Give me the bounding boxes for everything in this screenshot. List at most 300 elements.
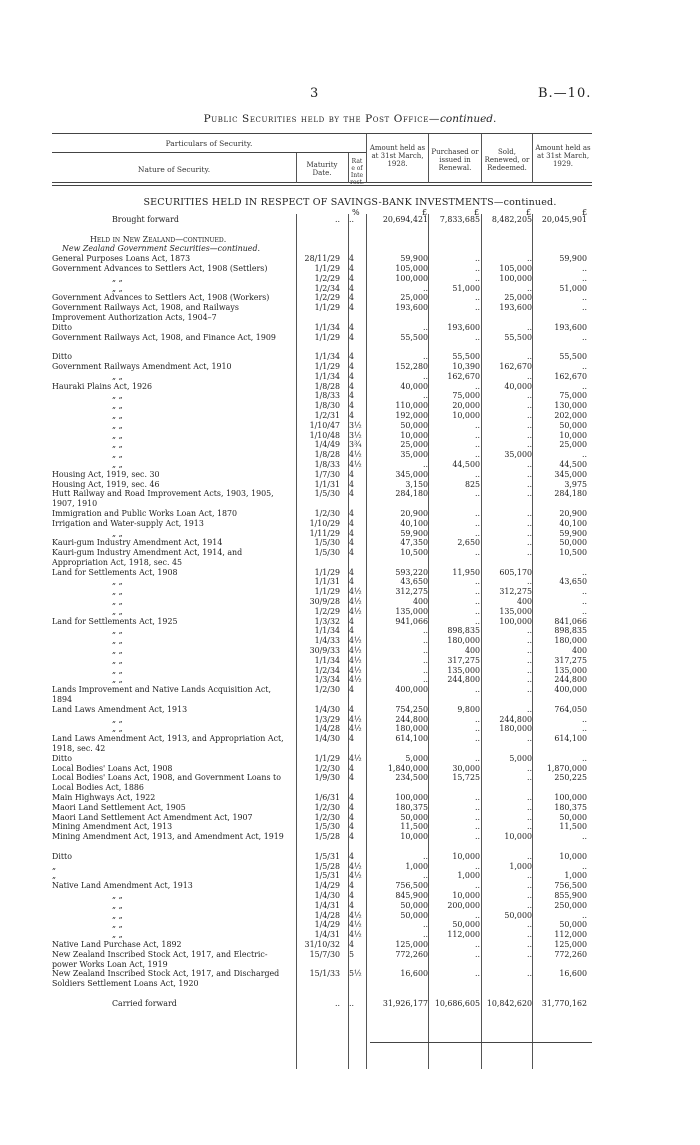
security-name: Land Laws Amendment Act, 1913 xyxy=(52,704,188,714)
amount-held-1928: 593,220 xyxy=(395,567,428,577)
table-row xyxy=(0,871,700,881)
security-name: „ „ xyxy=(112,665,123,675)
security-name: „ „ xyxy=(112,920,123,930)
table-row xyxy=(0,940,700,950)
amount-held-1929: 193,600 xyxy=(554,322,587,332)
interest-rate: 4½ xyxy=(349,450,362,460)
col-divider xyxy=(428,134,429,183)
amount-sold: 5,000 xyxy=(509,753,532,763)
table-row xyxy=(0,773,700,793)
maturity-date: 31/10/32 xyxy=(304,939,340,949)
maturity-date: 15/1/33 xyxy=(309,969,340,979)
security-name: „ „ xyxy=(112,450,123,460)
table-row xyxy=(0,264,700,274)
amount-held-1928: 110,000 xyxy=(395,401,428,411)
amount-purchased: 10,000 xyxy=(452,410,480,420)
maturity-date: 1/8/30 xyxy=(314,401,340,411)
amount-held-1928: .. xyxy=(422,851,428,861)
amount-held-1928: .. xyxy=(422,626,428,636)
amount-held-1929: 10,500 xyxy=(559,548,587,558)
interest-rate: 4 xyxy=(349,851,355,861)
table-row xyxy=(0,822,700,832)
maturity-date: 1/1/34 xyxy=(314,655,340,665)
security-name: Irrigation and Water-supply Act, 1913 xyxy=(52,518,204,528)
interest-rate: 4 xyxy=(349,793,355,803)
table-row xyxy=(0,401,700,411)
amount-held-1929: 10,000 xyxy=(559,430,587,440)
table-row xyxy=(0,734,700,754)
table-row xyxy=(0,832,700,852)
maturity-date: 1/2/30 xyxy=(314,812,340,822)
maturity-date: 1/4/33 xyxy=(314,636,340,646)
amount-held-1928: .. xyxy=(422,646,428,656)
table-row xyxy=(0,969,700,989)
security-name: „ „ xyxy=(112,646,123,656)
maturity-date: 1/1/34 xyxy=(314,626,340,636)
table-row xyxy=(0,391,700,401)
security-name: „ „ xyxy=(112,587,123,597)
table-row xyxy=(0,607,700,617)
table-row xyxy=(0,577,700,587)
maturity-date: 1/1/29 xyxy=(314,753,340,763)
amount-held-1928: 400,000 xyxy=(395,685,428,695)
table-row xyxy=(0,352,700,362)
amount-held-1929: 135,000 xyxy=(554,665,587,675)
amount-held-1929: .. xyxy=(581,861,587,871)
amount-held-1929: 50,000 xyxy=(559,420,587,430)
amount-purchased: 7,833,685 xyxy=(439,215,480,224)
security-name: Maori Land Settlement Act Amendment Act, 1907 xyxy=(52,812,253,822)
header-maturity: Maturity Date. xyxy=(306,161,338,177)
security-name: Housing Act, 1919, sec. 30 xyxy=(52,469,160,479)
maturity-date: 1/11/29 xyxy=(309,528,340,538)
amount-held-1929: .. xyxy=(581,381,587,391)
maturity-date: 1/1/34 xyxy=(314,352,340,362)
maturity-date: 1/7/30 xyxy=(314,469,340,479)
amount-purchased: .. xyxy=(474,548,480,558)
maturity-date: 1/2/30 xyxy=(314,763,340,773)
interest-rate: 4 xyxy=(349,763,355,773)
amount-held-1928: 135,000 xyxy=(395,606,428,616)
maturity-date: 1/2/30 xyxy=(314,802,340,812)
amount-held-1929: 16,600 xyxy=(559,969,587,979)
amount-sold: .. xyxy=(526,812,532,822)
amount-held-1929: 250,225 xyxy=(554,773,587,783)
amount-held-1928: 16,600 xyxy=(400,969,428,979)
amount-held-1928: .. xyxy=(422,655,428,665)
particulars-rule xyxy=(52,152,366,153)
amount-held-1929: 10,000 xyxy=(559,851,587,861)
maturity-date: 1/1/29 xyxy=(314,303,340,313)
amount-held-1928: 105,000 xyxy=(395,263,428,273)
amount-held-1929: 75,000 xyxy=(559,391,587,401)
amount-purchased: .. xyxy=(474,303,480,313)
security-name: „ „ xyxy=(112,430,123,440)
amount-held-1929: 20,045,901 xyxy=(541,215,587,224)
interest-rate: 4½ xyxy=(349,871,362,881)
amount-held-1929: .. xyxy=(581,361,587,371)
amount-held-1928: .. xyxy=(422,322,428,332)
amount-held-1928: 40,000 xyxy=(400,381,428,391)
maturity-date: 1/8/33 xyxy=(314,459,340,469)
amount-held-1928: 50,000 xyxy=(400,420,428,430)
security-name: Held in New Zealand—continued. xyxy=(90,234,227,244)
security-name: New Zealand Inscribed Stock Act, 1917, and Discharged Soldiers Settlement Loans Act, 1920 xyxy=(52,969,280,989)
table-row xyxy=(0,626,700,636)
amount-sold: 50,000 xyxy=(504,910,532,920)
maturity-date: 1/5/30 xyxy=(314,548,340,558)
amount-held-1929: 43,650 xyxy=(559,577,587,587)
security-name: New Zealand Inscribed Stock Act, 1917, and Electric-power Works Loan Act, 1919 xyxy=(52,949,268,969)
amount-purchased: 11,950 xyxy=(452,567,480,577)
security-name: „ „ xyxy=(112,910,123,920)
amount-held-1929: 40,100 xyxy=(559,518,587,528)
table-row xyxy=(0,862,700,872)
percent-symbol: % xyxy=(352,208,360,217)
title-main: Public Securities held by the Post Office xyxy=(203,113,429,125)
maturity-date: 30/9/28 xyxy=(309,597,340,607)
interest-rate: 4 xyxy=(349,254,355,264)
amount-sold: .. xyxy=(526,675,532,685)
amount-sold: .. xyxy=(526,626,532,636)
amount-purchased: .. xyxy=(474,528,480,538)
amount-purchased: .. xyxy=(474,949,480,959)
interest-rate: 4½ xyxy=(349,655,362,665)
amount-purchased: .. xyxy=(474,489,480,499)
table-row xyxy=(0,666,700,676)
amount-held-1928: 10,000 xyxy=(400,430,428,440)
interest-rate: 4 xyxy=(349,391,355,401)
interest-rate: 4 xyxy=(349,401,355,411)
maturity-date: 1/10/48 xyxy=(309,430,340,440)
amount-purchased: 825 xyxy=(464,479,480,489)
amount-sold: .. xyxy=(526,459,532,469)
amount-sold: 244,800 xyxy=(499,714,532,724)
maturity-date: 30/9/33 xyxy=(309,646,340,656)
amount-held-1929: 50,000 xyxy=(559,538,587,548)
maturity-date: 1/1/31 xyxy=(314,577,340,587)
amount-sold: .. xyxy=(526,548,532,558)
interest-rate: 4 xyxy=(349,881,355,891)
interest-rate: 3½ xyxy=(349,420,362,430)
amount-sold: .. xyxy=(526,489,532,499)
interest-rate: 4 xyxy=(349,469,355,479)
amount-purchased: .. xyxy=(474,714,480,724)
amount-held-1928: .. xyxy=(422,636,428,646)
amount-sold: .. xyxy=(526,528,532,538)
title-continued: continued. xyxy=(440,113,497,125)
amount-purchased: 112,000 xyxy=(447,930,480,940)
amount-held-1929: .. xyxy=(581,714,587,724)
amount-held-1928: 31,926,177 xyxy=(382,998,428,1008)
amount-sold: .. xyxy=(526,665,532,675)
security-name: Government Advances to Settlers Act, 1908 (Workers) xyxy=(52,293,270,303)
amount-purchased: .. xyxy=(474,793,480,803)
amount-held-1928: 20,694,421 xyxy=(382,215,428,224)
maturity-date: 1/2/34 xyxy=(314,665,340,675)
amount-sold: .. xyxy=(526,890,532,900)
amount-held-1928: .. xyxy=(422,283,428,293)
amount-purchased: 400 xyxy=(464,646,480,656)
amount-held-1929: .. xyxy=(581,450,587,460)
amount-held-1928: 25,000 xyxy=(400,440,428,450)
maturity-date: 1/2/34 xyxy=(314,283,340,293)
amount-purchased: .. xyxy=(474,508,480,518)
amount-held-1929: 841,066 xyxy=(554,616,587,626)
amount-sold: .. xyxy=(526,793,532,803)
amount-held-1928: 312,275 xyxy=(395,587,428,597)
amount-sold: 400 xyxy=(516,597,532,607)
amount-purchased: .. xyxy=(474,273,480,283)
security-name: Ditto xyxy=(52,753,72,763)
amount-sold: 55,500 xyxy=(504,332,532,342)
security-name: „ xyxy=(52,861,57,871)
amount-held-1929: 400,000 xyxy=(554,685,587,695)
amount-sold: 40,000 xyxy=(504,381,532,391)
table-row xyxy=(0,999,700,1009)
amount-purchased: 75,000 xyxy=(452,391,480,401)
maturity-date: 1/2/29 xyxy=(314,293,340,303)
interest-rate: 4 xyxy=(349,890,355,900)
security-name: „ „ xyxy=(112,459,123,469)
table-row xyxy=(0,901,700,911)
table-row xyxy=(0,235,700,245)
amount-purchased: .. xyxy=(474,832,480,842)
amount-sold: .. xyxy=(526,577,532,587)
amount-held-1929: .. xyxy=(581,303,587,313)
security-name: Land for Settlements Act, 1908 xyxy=(52,567,178,577)
amount-purchased: .. xyxy=(474,420,480,430)
security-name: „ „ xyxy=(112,724,123,734)
amount-purchased: .. xyxy=(474,293,480,303)
interest-rate: 3¾ xyxy=(349,440,362,450)
amount-sold: .. xyxy=(526,636,532,646)
table-row xyxy=(0,989,700,999)
interest-rate: 4½ xyxy=(349,459,362,469)
interest-rate: 4 xyxy=(349,822,355,832)
amount-held-1928: 125,000 xyxy=(395,939,428,949)
table-row xyxy=(0,597,700,607)
interest-rate: 4 xyxy=(349,361,355,371)
security-name: „ „ xyxy=(112,401,123,411)
amount-held-1929: .. xyxy=(581,273,587,283)
table-row xyxy=(0,646,700,656)
amount-held-1928: 614,100 xyxy=(395,734,428,744)
interest-rate: 4 xyxy=(349,381,355,391)
interest-rate: 4 xyxy=(349,939,355,949)
security-name: New Zealand Government Securities—continued. xyxy=(62,244,261,254)
amount-held-1928: 345,000 xyxy=(395,469,428,479)
amount-held-1928: 193,600 xyxy=(395,303,428,313)
amount-purchased: 30,000 xyxy=(452,763,480,773)
interest-rate: 4½ xyxy=(349,606,362,616)
table-row xyxy=(0,685,700,705)
amount-sold: .. xyxy=(526,420,532,430)
col-divider xyxy=(366,134,367,183)
interest-rate: 4 xyxy=(349,332,355,342)
maturity-date: 1/10/47 xyxy=(309,420,340,430)
amount-held-1928: 50,000 xyxy=(400,900,428,910)
table-row xyxy=(0,225,700,235)
table-row xyxy=(0,293,700,303)
table-row xyxy=(0,529,700,539)
maturity-date: 1/8/33 xyxy=(314,391,340,401)
table-row xyxy=(0,568,700,578)
amount-held-1928: 55,500 xyxy=(400,332,428,342)
table-row xyxy=(0,587,700,597)
maturity-date: 1/4/31 xyxy=(314,900,340,910)
table-row xyxy=(0,362,700,372)
amount-purchased: .. xyxy=(474,724,480,734)
interest-rate: 4 xyxy=(349,832,355,842)
amount-held-1929: 31,770,162 xyxy=(541,998,587,1008)
amount-held-1928: 180,375 xyxy=(395,802,428,812)
maturity-date: 1/9/30 xyxy=(314,773,340,783)
security-name: „ „ xyxy=(112,675,123,685)
security-name: Native Land Purchase Act, 1892 xyxy=(52,939,182,949)
security-name: Brought forward xyxy=(112,215,179,224)
table-row xyxy=(0,440,700,450)
amount-held-1929: 25,000 xyxy=(559,440,587,450)
maturity-date: 1/5/28 xyxy=(314,861,340,871)
security-name: Government Railways Amendment Act, 1910 xyxy=(52,361,232,371)
table-row xyxy=(0,911,700,921)
maturity-date: 1/2/31 xyxy=(314,410,340,420)
table-row xyxy=(0,450,700,460)
amount-purchased: .. xyxy=(474,381,480,391)
security-name: „ „ xyxy=(112,283,123,293)
col-divider xyxy=(532,134,533,183)
amount-purchased: .. xyxy=(474,469,480,479)
amount-held-1929: 44,500 xyxy=(559,459,587,469)
security-name: „ „ xyxy=(112,714,123,724)
amount-purchased: 180,000 xyxy=(447,636,480,646)
amount-sold: .. xyxy=(526,322,532,332)
interest-rate: 4½ xyxy=(349,910,362,920)
amount-held-1929: 50,000 xyxy=(559,812,587,822)
amount-held-1929: 180,000 xyxy=(554,636,587,646)
security-name: „ „ xyxy=(112,900,123,910)
amount-sold: .. xyxy=(526,391,532,401)
security-name: Immigration and Public Works Loan Act, 1870 xyxy=(52,508,238,518)
interest-rate: 4 xyxy=(349,685,355,695)
interest-rate: 4½ xyxy=(349,724,362,734)
amount-held-1928: 772,260 xyxy=(395,949,428,959)
amount-held-1928: 1,840,000 xyxy=(387,763,428,773)
amount-held-1929: 898,835 xyxy=(554,626,587,636)
amount-sold: 10,000 xyxy=(504,832,532,842)
security-name: „ „ xyxy=(112,410,123,420)
interest-rate: 4 xyxy=(349,322,355,332)
security-name: Local Bodies' Loans Act, 1908 xyxy=(52,763,173,773)
amount-held-1929: 772,260 xyxy=(554,949,587,959)
maturity-date: 1/4/28 xyxy=(314,910,340,920)
amount-held-1929: 100,000 xyxy=(554,793,587,803)
amount-sold: .. xyxy=(526,685,532,695)
amount-purchased: 10,000 xyxy=(452,890,480,900)
amount-sold: .. xyxy=(526,734,532,744)
amount-held-1928: 50,000 xyxy=(400,910,428,920)
table-row xyxy=(0,411,700,421)
table-row xyxy=(0,254,700,264)
table-row xyxy=(0,950,700,970)
table-row xyxy=(0,480,700,490)
maturity-date: 1/5/28 xyxy=(314,832,340,842)
amount-held-1928: .. xyxy=(422,675,428,685)
security-name: Lands Improvement and Native Lands Acquisition Act, 1894 xyxy=(52,685,271,705)
table-row xyxy=(0,920,700,930)
amount-purchased: 135,000 xyxy=(447,665,480,675)
amount-purchased: 44,500 xyxy=(452,459,480,469)
amount-held-1929: 59,900 xyxy=(559,528,587,538)
table-row xyxy=(0,930,700,940)
security-name: „ „ xyxy=(112,597,123,607)
interest-rate: 4½ xyxy=(349,587,362,597)
amount-sold: .. xyxy=(526,939,532,949)
amount-held-1929: 50,000 xyxy=(559,920,587,930)
pound-symbol-2: £ xyxy=(474,208,480,217)
amount-purchased: .. xyxy=(474,685,480,695)
interest-rate: 3½ xyxy=(349,430,362,440)
amount-purchased: 51,000 xyxy=(452,283,480,293)
interest-rate: 4½ xyxy=(349,597,362,607)
amount-held-1929: .. xyxy=(581,263,587,273)
table-row xyxy=(0,333,700,353)
amount-purchased: .. xyxy=(474,734,480,744)
interest-rate: 4 xyxy=(349,773,355,783)
amount-sold: .. xyxy=(526,371,532,381)
amount-held-1929: 855,900 xyxy=(554,890,587,900)
interest-rate: 4 xyxy=(349,626,355,636)
maturity-date: 1/10/29 xyxy=(309,518,340,528)
interest-rate: 4 xyxy=(349,528,355,538)
amount-purchased: 193,600 xyxy=(447,322,480,332)
amount-held-1928: 284,180 xyxy=(395,489,428,499)
security-name: „ „ xyxy=(112,655,123,665)
interest-rate: 4 xyxy=(349,900,355,910)
interest-rate: 4½ xyxy=(349,675,362,685)
interest-rate: 4½ xyxy=(349,753,362,763)
total-rule xyxy=(370,1042,592,1043)
interest-rate: 4 xyxy=(349,577,355,587)
amount-sold: .. xyxy=(526,352,532,362)
amount-purchased: .. xyxy=(474,254,480,264)
amount-held-1929: .. xyxy=(581,587,587,597)
maturity-date: 1/1/29 xyxy=(314,567,340,577)
amount-held-1928: 10,500 xyxy=(400,548,428,558)
amount-sold: 312,275 xyxy=(499,587,532,597)
amount-held-1929: .. xyxy=(581,332,587,342)
interest-rate: 4 xyxy=(349,616,355,626)
interest-rate: 4 xyxy=(349,548,355,558)
maturity-date: 1/1/29 xyxy=(314,587,340,597)
amount-sold: .. xyxy=(526,430,532,440)
amount-purchased: 200,000 xyxy=(447,900,480,910)
maturity-date: 1/4/29 xyxy=(314,920,340,930)
amount-purchased: .. xyxy=(474,440,480,450)
amount-sold: .. xyxy=(526,655,532,665)
amount-sold: 100,000 xyxy=(499,616,532,626)
amount-purchased: .. xyxy=(474,969,480,979)
amount-sold: .. xyxy=(526,773,532,783)
amount-sold: 25,000 xyxy=(504,293,532,303)
maturity-date: 1/3/29 xyxy=(314,714,340,724)
maturity-date: 1/4/49 xyxy=(314,440,340,450)
maturity-date: 1/2/29 xyxy=(314,273,340,283)
amount-held-1929: 112,000 xyxy=(554,930,587,940)
maturity-date: 28/11/29 xyxy=(304,254,340,264)
interest-rate: 4½ xyxy=(349,714,362,724)
